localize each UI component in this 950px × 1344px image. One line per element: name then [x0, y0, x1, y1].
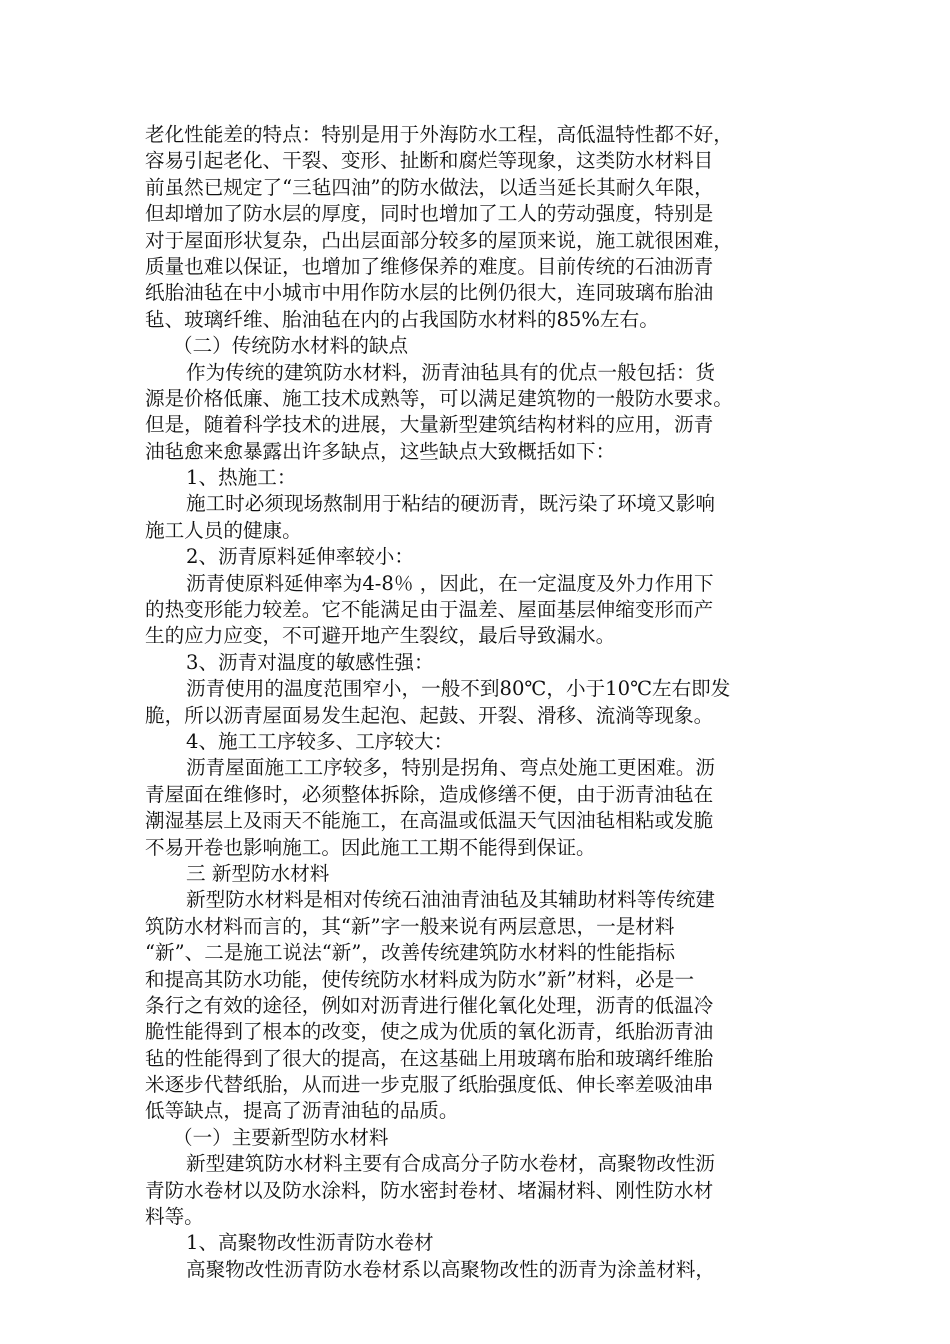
- text-line: 毡、玻璃纤维、胎油毡在内的占我国防水材料的85%左右。: [145, 307, 659, 331]
- text-line: 对于屋面形状复杂，凸出层面部分较多的屋顶来说，施工就很困难，: [145, 228, 733, 252]
- text-line: 不易开卷也影响施工。因此施工工期不能得到保证。: [145, 835, 596, 859]
- text-line: 脆，所以沥青屋面易发生起泡、起鼓、开裂、滑移、流淌等现象。: [145, 703, 714, 727]
- text-line: 高聚物改性沥青防水卷材系以高聚物改性的沥青为涂盖材料，: [186, 1257, 716, 1281]
- text-line: 2、沥青原料延伸率较小：: [186, 545, 414, 569]
- text-line: 前虽然已规定了“三毡四油”的防水做法，以适当延长其耐久年限，: [145, 175, 714, 199]
- text-line: 沥青使用的温度范围窄小，一般不到80℃，小于10℃左右即发: [186, 677, 731, 701]
- text-line: 新型防水材料是相对传统石油油青油毡及其辅助材料等传统建: [186, 888, 716, 912]
- text-line: 和提高其防水功能，使传统防水材料成为防水”新”材料，必是一: [145, 967, 695, 991]
- text-line: 青屋面在维修时，必须整体拆除，造成修缮不便，由于沥青油毡在: [145, 782, 714, 806]
- text-line: 老化性能差的特点：特别是用于外海防水工程，高低温特性都不好，: [145, 123, 733, 146]
- text-line: “新”、二是施工说法“新”，改善传统建筑防水材料的性能指标: [145, 941, 675, 965]
- text-line: 容易引起老化、干裂、变形、扯断和腐烂等现象，这类防水材料目: [145, 149, 714, 173]
- text-line: 但是，随着科学技术的进展，大量新型建筑结构材料的应用，沥青: [145, 413, 714, 437]
- text-line: 施工人员的健康。: [145, 518, 302, 542]
- text-line: 的热变形能力较差。它不能满足由于温差、屋面基层伸缩变形而产: [145, 598, 714, 622]
- text-line: 沥青屋面施工工序较多，特别是拐角、弯点处施工更困难。沥: [186, 756, 716, 780]
- text-line: （二）传统防水材料的缺点: [173, 334, 409, 358]
- text-line: 作为传统的建筑防水材料，沥青油毡具有的优点一般包括：货: [186, 360, 716, 384]
- text-line: 油毡愈来愈暴露出许多缺点，这些缺点大致概括如下：: [145, 439, 616, 463]
- text-line: 4、施工工序较多、工序较大：: [186, 729, 454, 753]
- text-line: 生的应力应变，不可避开地产生裂纹，最后导致漏水。: [145, 624, 616, 648]
- text-line: 潮湿基层上及雨天不能施工，在高温或低温天气因油毡相粘或发脆: [145, 809, 714, 833]
- text-line: 毡的性能得到了很大的提高，在这基础上用玻璃布胎和玻璃纤维胎: [145, 1046, 714, 1070]
- text-line: 3、沥青对温度的敏感性强：: [186, 650, 434, 674]
- text-line: 1、热施工：: [186, 466, 297, 490]
- text-line: 但却增加了防水层的厚度，同时也增加了工人的劳动强度，特别是: [145, 202, 714, 226]
- text-line: 青防水卷材以及防水涂料，防水密封卷材、堵漏材料、刚性防水材: [145, 1178, 714, 1202]
- text-line: 纸胎油毡在中小城市中用作防水层的比例仍很大，连同玻璃布胎油: [145, 281, 714, 305]
- text-line: 沥青使原料延伸率为4-8％ ，因此，在一定温度及外力作用下: [186, 571, 714, 595]
- text-line: 筑防水材料而言的，其“新”字一般来说有两层意思，一是材料: [145, 914, 675, 938]
- text-line: 料等。: [145, 1205, 204, 1229]
- text-line: 条行之有效的途径，例如对沥青进行催化氧化处理，沥青的低温冷: [145, 993, 714, 1017]
- text-line: 1、高聚物改性沥青防水卷材: [186, 1231, 434, 1255]
- text-line: 脆性能得到了根本的改变，使之成为优质的氧化沥青，纸胎沥青油: [145, 1020, 714, 1044]
- text-line: （一）主要新型防水材料: [173, 1125, 389, 1149]
- document-body: [145, 122, 805, 1283]
- text-line: 施工时必须现场熬制用于粘结的硬沥青，既污染了环境又影响: [186, 492, 716, 516]
- text-line: 三 新型防水材料: [186, 861, 330, 885]
- text-line: 新型建筑防水材料主要有合成高分子防水卷材，高聚物改性沥: [186, 1152, 716, 1176]
- text-line: 低等缺点，提高了沥青油毡的品质。: [145, 1099, 459, 1123]
- text-line: 源是价格低廉、施工技术成熟等，可以满足建筑物的一般防水要求。: [145, 386, 733, 410]
- text-line: 质量也难以保证，也增加了维修保养的难度。目前传统的石油沥青: [145, 254, 714, 278]
- text-line: 米逐步代替纸胎，从而进一步克服了纸胎强度低、伸长率差吸油串: [145, 1073, 714, 1097]
